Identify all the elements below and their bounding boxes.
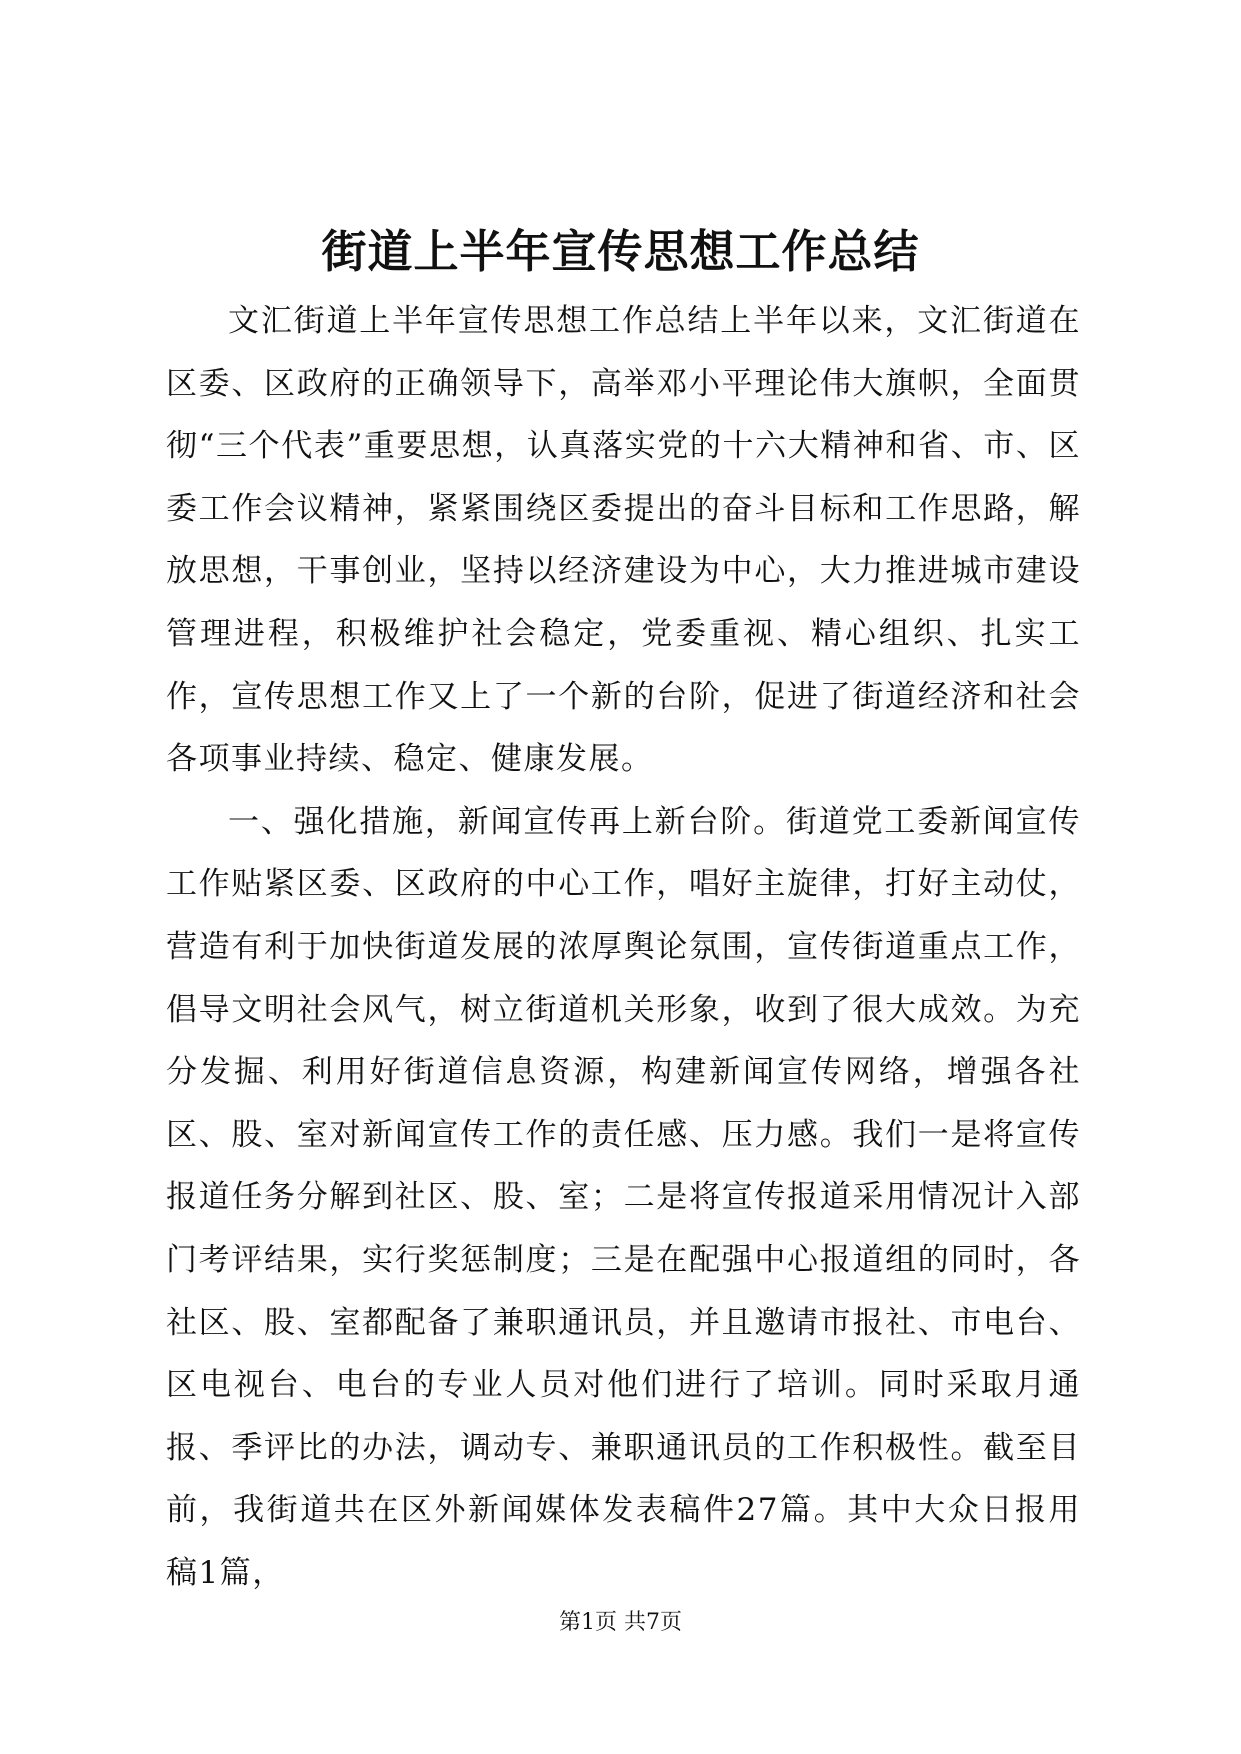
page-footer: 第1页 共7页 <box>559 1610 682 1635</box>
body-paragraph: 文汇街道上半年宣传思想工作总结上半年以来，文汇街道在区委、区政府的正确领导下，高举邓小平理论伟大旗帜，全面贯彻“三个代表”重要思想，认真落实党的十六大精神和省、市、区委工作会议精神，紧紧围绕区委提出的奋斗目标和工作思路，解放思想，干事创业，坚持以经济建设为中心，大力推进城市建设管理进程，积极维护社会稳定，党委重视、精心组织、扎实工作，宣传思想工作又上了一个新的台阶，促进了街道经济和社会各项事业持续、稳定、健康发展。 <box>166 303 1081 778</box>
body-paragraph: 一、强化措施，新闻宣传再上新台阶。街道党工委新闻宣传工作贴紧区委、区政府的中心工作，唱好主旋律，打好主动仗，营造有利于加快街道发展的浓厚舆论氛围，宣传街道重点工作，倡导文明社会风气，树立街道机关形象，收到了很大成效。为充分发掘、利用好街道信息资源，构建新闻宣传网络，增强各社区、股、室对新闻宣传工作的责任感、压力感。我们一是将宣传报道任务分解到社区、股、室；二是将宣传报道采用情况计入部门考评结果，实行奖惩制度；三是在配强中心报道组的同时，各社区、股、室都配备了兼职通讯员，并且邀请市报社、市电台、区电视台、电台的专业人员对他们进行了培训。同时采取月通报、季评比的办法，调动专、兼职通讯员的工作积极性。截至目前，我街道共在区外新闻媒体发表稿件27篇。其中大众日报用稿1篇， <box>166 803 1081 1591</box>
document-title: 街道上半年宣传思想工作总结 <box>321 225 920 278</box>
document-body <box>166 290 1081 1604</box>
